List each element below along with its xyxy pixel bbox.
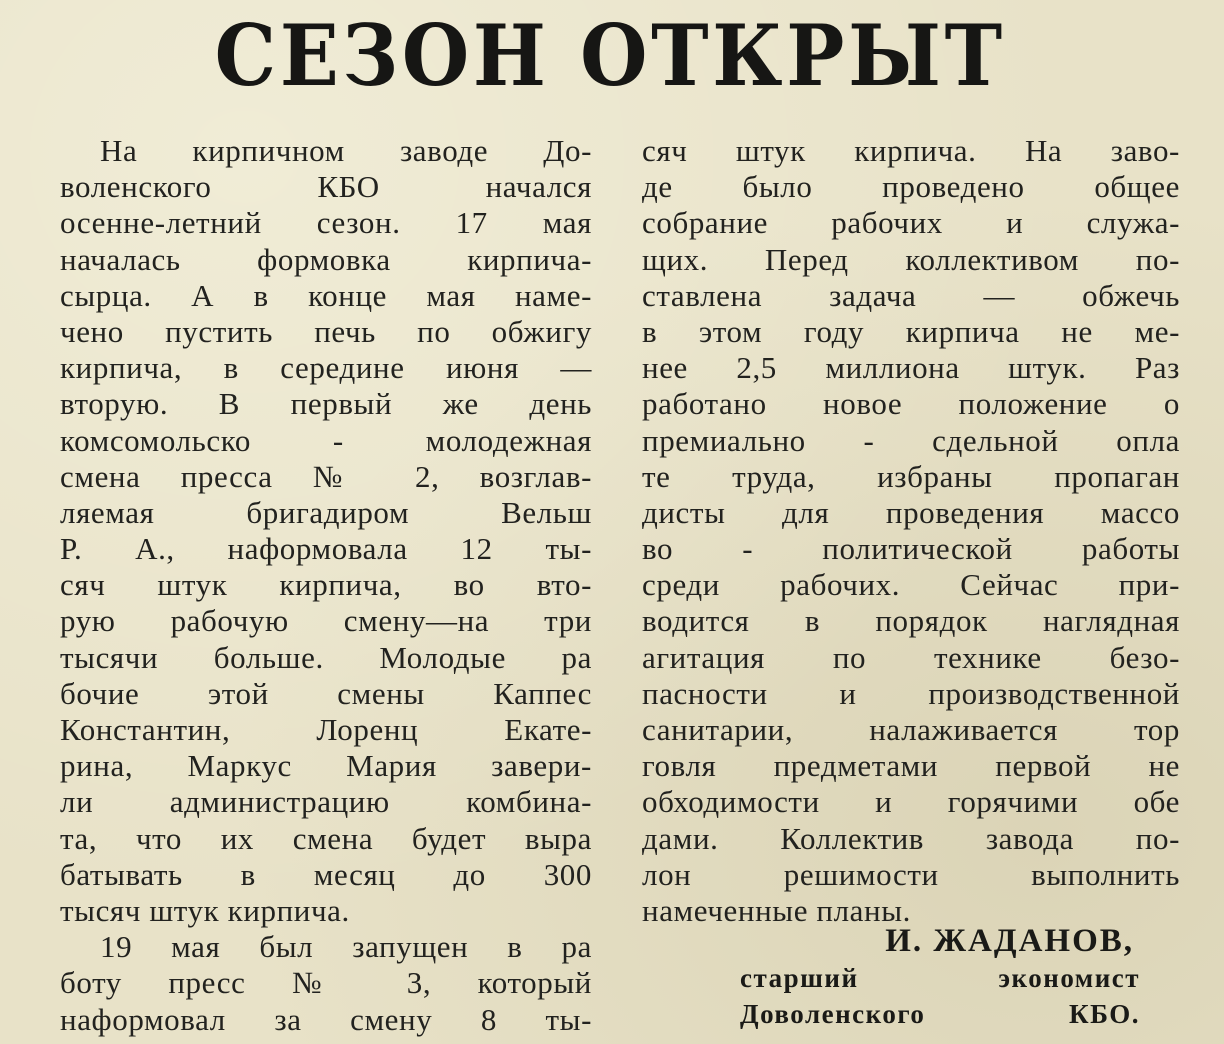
text-line: водится в порядок наглядная [642,603,1180,639]
text-line: батывать в месяц до 300 [60,856,592,892]
text-line: боту пресс № 3, который [60,965,592,1001]
text-line: началась формовка кирпича- [60,241,592,277]
text-line: намеченные планы. [642,892,912,928]
article-column-right [642,133,1180,929]
text-line: смена пресса № 2, возглав- [60,458,592,494]
author-signature [740,922,1140,1032]
text-line: работано новое положение о [642,386,1180,422]
text-line: ставлена задача — обжечь [642,277,1180,313]
text-line: рина, Маркус Мария завери- [60,748,592,784]
text-line: тысяч штук кирпича. [60,892,350,928]
text-line: обходимости и горячими обе [642,784,1180,820]
text-line: кирпича, в середине июня — [60,350,592,386]
text-line: санитарии, налаживается тор [642,712,1180,747]
text-line: щих. Перед коллективом по- [642,241,1180,277]
text-line: чено пустить печь по обжигу [60,313,592,349]
text-line: пасности и производственной [642,675,1180,711]
text-line: тысячи больше. Молодые ра [60,639,592,675]
text-line: говля предметами первой не [642,748,1180,784]
text-line: де было проведено общее [642,169,1180,205]
text-line: в этом году кирпича не ме- [642,313,1180,349]
text-line: сяч штук кирпича, во вто- [60,567,592,603]
text-line: сяч штук кирпича. На заво- [642,133,1180,168]
text-line: агитация по технике безо- [642,639,1180,675]
text-line: сырца. А в конце мая наме- [60,277,592,313]
text-line: во - политической работы [642,531,1180,567]
author-organization: Доволенского КБО. [740,999,1140,1029]
text-line: наформовал за смену 8 ты- [60,1001,592,1037]
text-line: нее 2,5 миллиона штук. Раз [642,350,1180,386]
text-line: Константин, Лоренц Екате- [60,712,592,747]
text-line: комсомольско - молодежная [60,422,592,458]
author-position: старший экономист [740,963,1140,993]
text-line: дисты для проведения массо [642,494,1180,530]
text-line: ли администрацию комбина- [60,784,592,820]
text-line: рую рабочую смену—на три [60,603,592,639]
text-line: среди рабочих. Сейчас при- [642,567,1180,603]
text-line: премиально - сдельной опла [642,422,1180,458]
author-name: И. ЖАДАНОВ, [885,923,1134,959]
text-line: собрание рабочих и служа- [642,205,1180,241]
article-column-left [60,133,592,1038]
text-line: 19 мая был запущен в ра [100,929,592,965]
text-line: Р. А., наформовала 12 ты- [60,531,592,567]
text-line: те труда, избраны пропаган [642,458,1180,494]
text-line: воленского КБО начался [60,169,592,205]
text-line: ляемая бригадиром Вельш [60,494,592,530]
text-line: вторую. В первый же день [60,386,592,422]
text-line: На кирпичном заводе До- [100,133,592,168]
text-line: дами. Коллектив завода по- [642,820,1180,856]
text-line: лон решимости выполнить [642,856,1180,892]
text-line: бочие этой смены Каппес [60,675,592,711]
text-line: та, что их смена будет выра [60,820,592,856]
article-headline: СЕЗОН ОТКРЫТ [214,6,1006,105]
text-line: осенне-летний сезон. 17 мая [60,205,592,241]
